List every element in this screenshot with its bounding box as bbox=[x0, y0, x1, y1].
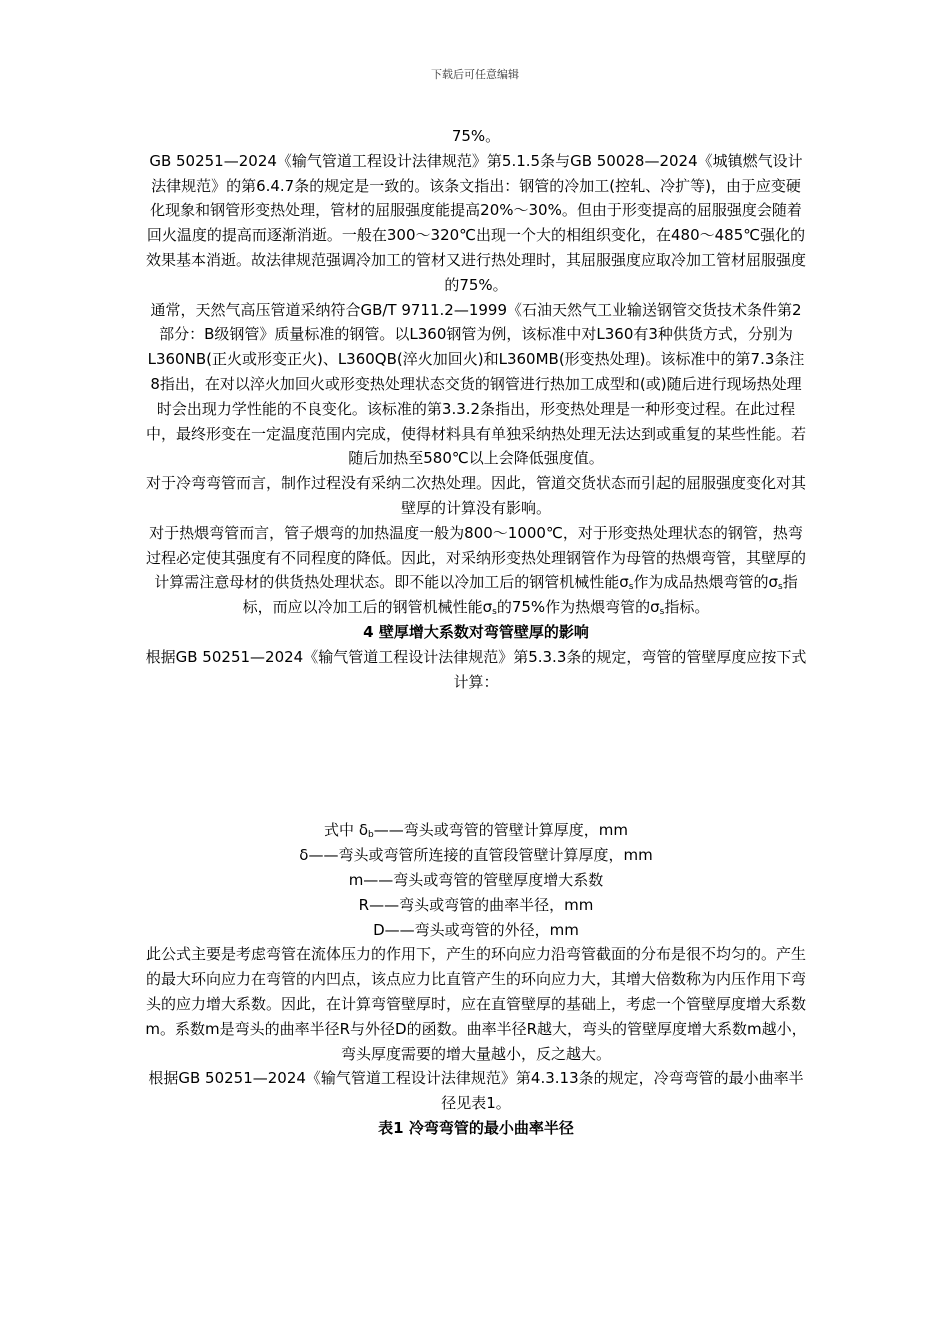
paragraph-continuation: 75%。 bbox=[451, 127, 501, 145]
page-header: 下载后可任意编辑 bbox=[431, 68, 519, 81]
paragraph-hot-bend bbox=[144, 521, 808, 620]
definition-text: ——弯头或弯管的管壁计算厚度，mm bbox=[373, 821, 628, 840]
definition-m: m——弯头或弯管的管壁厚度增大系数 bbox=[348, 870, 604, 889]
paragraph-min-radius: 根据GB 50251—2024《输气管道工程设计法律规范》第4.3.13条的规定，冷弯弯管的最小曲率半径见表1。 bbox=[148, 1069, 804, 1113]
paragraph-pipe-standard: 通常，天然气高压管道采纳符合GB/T 9711.2—1999《石油天然气工业输送钢管交货技术条件第2部分：B级钢管》质量标准的钢管。以L360钢管为例，该标准中对L360有3种供货方式，分别为L360NB(正火或形变正火)、L360QB(淬火加回火)和L360MB(形变热处理)。该标准中的第7.3条注8指出，在对以淬火加回火或形变热处理状态交货的钢管进行热加工成型和(或)随后进行现场热处理时会出现力学性能的不良变化。该标准的第3.3.2条指出，形变热处理是一种形变过程。在此过程中，最终形变在一定温度范围内完成，使得材料具有单独采纳热处理无法达到或重复的某些性能。若随后加热至580℃以上会降低强度值。 bbox=[145, 300, 806, 468]
hot-bend-text-c: 指标，而应以冷加工后的钢管机械性能σ bbox=[242, 573, 798, 617]
definition-d: D——弯头或弯管的外径，mm bbox=[373, 920, 579, 939]
paragraph-cold-working: GB 50251—2024《输气管道工程设计法律规范》第5.1.5条与GB 50028—2024《城镇燃气设计法律规范》的第6.4.7条的规定是一致的。该条文指出：钢管的冷加工(控轧、冷扩等)，由于应变硬化现象和钢管形变热处理，管材的屈服强度能提高20%～30%。但由于形变提高的屈服强度会随着回火温度的提高而逐渐消逝。一般在300～320℃出现一个大的相组织变化，在480～485℃强化的效果基本消逝。故法律规范强调冷加工的管材又进行热处理时，其屈服强度应取冷加工管材屈服强度的75%。 bbox=[145, 151, 806, 294]
definition-r: R——弯头或弯管的曲率半径，mm bbox=[358, 895, 594, 914]
variable-definitions bbox=[144, 818, 808, 942]
sigma-subscript: s bbox=[492, 607, 497, 618]
hot-bend-text-e: 指标。 bbox=[664, 598, 710, 617]
definition-delta-b bbox=[144, 818, 808, 843]
document-body bbox=[144, 124, 808, 1141]
sigma-subscript: s bbox=[659, 607, 665, 618]
definition-label: 式中 δ bbox=[324, 821, 368, 840]
section-heading: 4 壁厚增大系数对弯管壁厚的影响 bbox=[363, 622, 589, 641]
hot-bend-text-d: 的75%作为热煨弯管的σ bbox=[496, 598, 660, 617]
sigma-subscript: s bbox=[628, 582, 634, 593]
paragraph-formula-intro: 根据GB 50251—2024《输气管道工程设计法律规范》第5.3.3条的规定，弯管的管壁厚度应按下式计算： bbox=[145, 647, 807, 691]
paragraph-cold-bend: 对于冷弯弯管而言，制作过程没有采纳二次热处理。因此，管道交货状态而引起的屈服强度变化对其壁厚的计算没有影响。 bbox=[145, 474, 806, 517]
definition-delta: δ——弯头或弯管所连接的直管段管壁计算厚度，mm bbox=[299, 846, 653, 865]
paragraph-formula-explanation: 此公式主要是考虑弯管在流体压力的作用下，产生的环向应力沿弯管截面的分布是很不均匀的。产生的最大环向应力在弯管的内凹点，该点应力比直管产生的环向应力大，其增大倍数称为内压作用下弯头的应力增大系数。因此，在计算弯管壁厚时，应在直管壁厚的基础上，考虑一个管壁厚度增大系数m。系数m是弯头的曲率半径R与外径D的函数。曲率半径R越大，弯头的管壁厚度增大系数m越小，弯头厚度需要的增大量越小，反之越大。 bbox=[145, 945, 807, 1063]
table-caption: 表1 冷弯弯管的最小曲率半径 bbox=[378, 1118, 574, 1137]
delta-subscript: b bbox=[368, 830, 374, 841]
sigma-subscript: s bbox=[778, 582, 783, 593]
hot-bend-text-b: 作为成品热煨弯管的σ bbox=[633, 573, 778, 592]
formula-placeholder bbox=[144, 694, 808, 818]
hot-bend-text-a: 对于热煨弯管而言，管子煨弯的加热温度一般为800～1000℃，对于形变热处理状态的钢管，热弯过程必定使其强度有不同程度的降低。因此，对采纳形变热处理钢管作为母管的热煨弯管，其壁厚的计算需注意母材的供货热处理状态。即不能以冷加工后的钢管机械性能σ bbox=[145, 523, 806, 592]
